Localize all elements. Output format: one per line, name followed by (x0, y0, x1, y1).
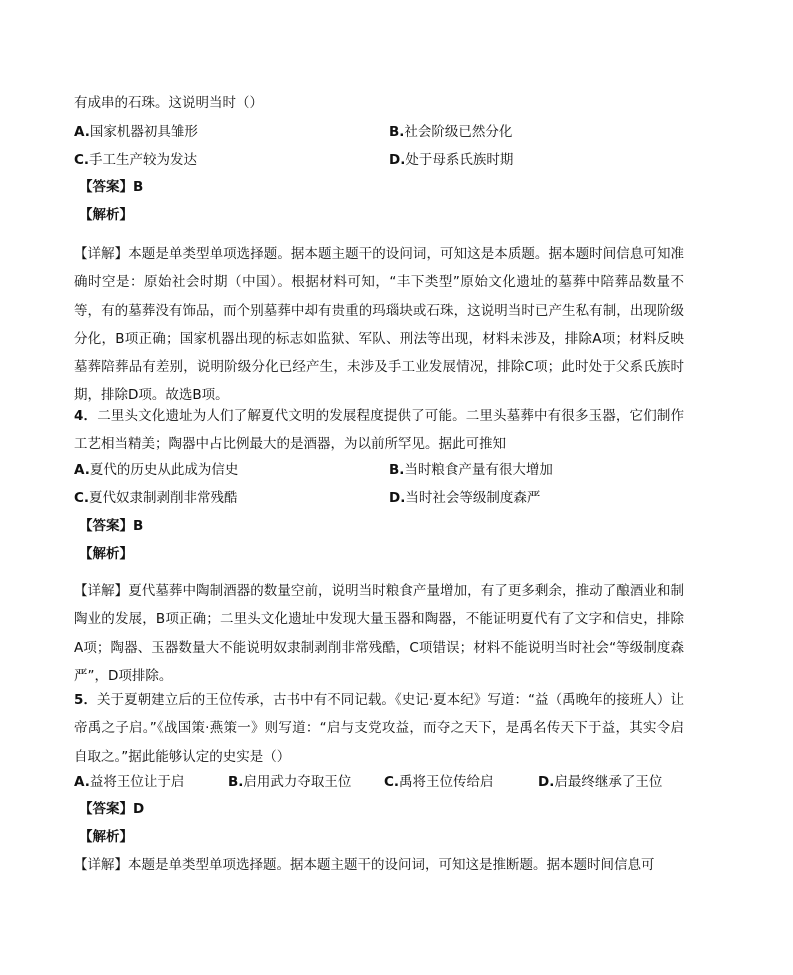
option-text: 夏代奴隶制剥削非常残酷 (89, 490, 238, 506)
option-key: D. (538, 774, 555, 790)
q5-answer: 【答案】D (79, 801, 145, 817)
q5-option-a[interactable] (74, 772, 184, 792)
option-text: 益将王位让于启 (89, 774, 185, 790)
q5-stem-text: 关于夏朝建立后的王位传承，古书中有不同记载。《史记·夏本纪》写道：“益（禹晚年的接班人）让帝禹之子启。”《战国策·燕策一》则写道：“启与支党攻益，而夺之天下，是禹名传天下于益，其实令启自取之。”据此能够认定的史实是（） (74, 692, 684, 765)
q5-analysis-label: 【解析】 (79, 829, 133, 845)
q4-option-d[interactable] (389, 488, 540, 508)
q4-answer: 【答案】B (79, 518, 144, 534)
option-key: C. (74, 490, 90, 506)
option-key: C. (74, 152, 90, 168)
option-text: 当时社会等级制度森严 (405, 490, 541, 506)
q4-analysis-label: 【解析】 (79, 546, 133, 562)
option-key: A. (74, 462, 90, 478)
q3-stem-tail: 有成串的石珠。这说明当时（） (74, 95, 263, 111)
option-key: B. (228, 774, 244, 790)
q4-option-c[interactable] (74, 488, 238, 508)
q5-detail-start: 【详解】本题是单类型单项选择题。据本题主题干的设问词，可知这是推断题。据本题时间信息可 (74, 857, 655, 873)
option-key: B. (389, 124, 405, 140)
option-text: 手工生产较为发达 (89, 152, 198, 168)
q3-option-b[interactable] (389, 122, 512, 142)
q5-option-c[interactable] (384, 772, 494, 792)
option-text: 国家机器初具雏形 (89, 124, 198, 140)
option-text: 当时粮食产量有很大增加 (404, 462, 553, 478)
option-key: A. (74, 124, 90, 140)
option-key: D. (389, 152, 406, 168)
option-key: A. (74, 774, 90, 790)
q3-detail: 【详解】本题是单类型单项选择题。据本题主题干的设问词，可知这是本质题。据本题时间信息可知准确时空是：原始社会时期（中国）。根据材料可知，“丰下类型”原始文化遗址的墓葬中陪葬品数量不等，有的墓葬没有饰品，而个别墓葬中却有贵重的玛瑙块或石珠，这说明当时已产生私有制，出现阶级分化，B项正确；国家机器出现的标志如监狱、军队、刑法等出现，材料未涉及，排除A项；材料反映墓葬陪葬品有差别，说明阶级分化已经产生，未涉及手工业发展情况，排除C项；此时处于父系氏族时期，排除D项。故选B项。 (74, 246, 684, 404)
option-key: C. (384, 774, 400, 790)
q5-option-b[interactable] (228, 772, 351, 792)
q4-stem (74, 402, 684, 459)
q3-analysis-label: 【解析】 (79, 207, 133, 223)
option-text: 禹将王位传给启 (399, 774, 494, 790)
q3-option-c[interactable] (74, 150, 197, 170)
q3-option-a[interactable] (74, 122, 198, 142)
q5-option-d[interactable] (538, 772, 662, 792)
q4-detail: 【详解】夏代墓葬中陶制酒器的数量空前，说明当时粮食产量增加，有了更多剩余，推动了酿酒业和制陶业的发展，B项正确；二里头文化遗址中发现大量玉器和陶器，不能证明夏代有了文字和信史，排除A项；陶器、玉器数量大不能说明奴隶制剥削非常残酷，C项错误；材料不能说明当时社会“等级制度森严”，D项排除。 (74, 583, 684, 684)
option-key: B. (389, 462, 405, 478)
option-key: D. (389, 490, 406, 506)
q3-option-d[interactable] (389, 150, 513, 170)
option-text: 启最终继承了王位 (554, 774, 663, 790)
option-text: 社会阶级已然分化 (404, 124, 513, 140)
option-text: 启用武力夺取王位 (243, 774, 352, 790)
option-text: 夏代的历史从此成为信史 (89, 462, 239, 478)
q4-stem-text: 二里头文化遗址为人们了解夏代文明的发展程度提供了可能。二里头墓葬中有很多玉器，它们制作工艺相当精美；陶器中占比例最大的是酒器，为以前所罕见。据此可推知 (74, 408, 684, 453)
q4-option-a[interactable] (74, 460, 238, 480)
q4-option-b[interactable] (389, 460, 553, 480)
q3-answer: 【答案】B (79, 179, 144, 195)
q5-number: 5． (74, 692, 97, 708)
q5-stem (74, 686, 684, 771)
q4-number: 4． (74, 408, 98, 424)
option-text: 处于母系氏族时期 (405, 152, 514, 168)
